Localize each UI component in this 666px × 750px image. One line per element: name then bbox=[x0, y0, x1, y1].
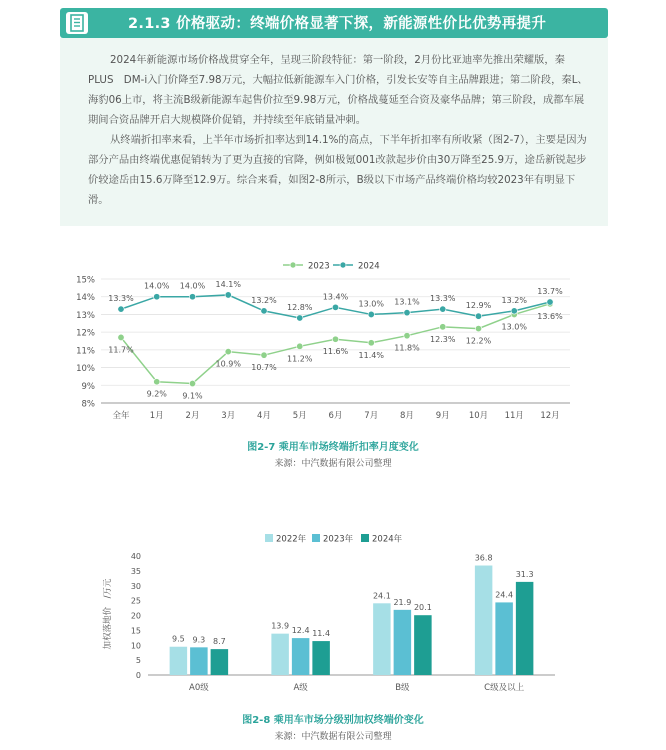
bar-value-label: 31.3 bbox=[515, 569, 534, 579]
paragraph-price-war: 2024年新能源市场价格战贯穿全年，呈现三阶段特征：第一阶段，2月份比亚迪率先推出荣耀版，秦PLUS DM-i入门价降至7.98万元，大幅拉低新能源车入门价格，引发长安等自主品牌跟进；第二阶段，秦L、海豹06上市，将主流B级新能源车起售价拉至9.98万元，价格战蔓延至合资及豪华品牌；第三阶段，成都车展期间合资品牌开启大规模降价促销，并持续至年底销量冲刺。 bbox=[88, 54, 588, 126]
legend-label: 2023 bbox=[308, 261, 330, 272]
data-label: 9.1% bbox=[182, 391, 203, 401]
x-tick-label: B级 bbox=[395, 683, 410, 693]
y-tick-label: 9% bbox=[81, 381, 95, 392]
x-tick-label: A级 bbox=[293, 683, 308, 693]
y-tick-label: 13% bbox=[76, 310, 95, 321]
x-tick-label: 11月 bbox=[504, 411, 524, 421]
data-label: 12.9% bbox=[465, 301, 492, 311]
data-label: 10.9% bbox=[215, 359, 241, 369]
x-tick-label: 9月 bbox=[435, 411, 450, 421]
y-tick-label: 15% bbox=[76, 275, 95, 286]
bar-value-label: 8.7 bbox=[213, 637, 226, 647]
y-tick-label: 0 bbox=[135, 671, 141, 680]
x-tick-label: 7月 bbox=[364, 411, 379, 421]
x-tick-label: C级及以上 bbox=[484, 683, 525, 693]
bar bbox=[516, 582, 534, 675]
data-label: 13.2% bbox=[501, 295, 527, 305]
x-tick-label: A0级 bbox=[189, 683, 209, 693]
y-tick-label: 25 bbox=[130, 596, 141, 606]
x-tick-label: 1月 bbox=[149, 411, 164, 421]
bar bbox=[211, 649, 229, 675]
y-tick-label: 15 bbox=[130, 626, 141, 636]
y-tick-label: 12% bbox=[76, 328, 95, 339]
y-tick-label: 14% bbox=[76, 293, 95, 304]
bar-value-label: 20.1 bbox=[413, 603, 432, 613]
x-tick-label: 全年 bbox=[112, 411, 130, 421]
x-tick-label: 8月 bbox=[400, 411, 414, 421]
figure-2-7-source: 来源：中汽数据有限公司整理 bbox=[274, 459, 392, 469]
figure-2-7-caption: 图2-7 乘用车市场终端折扣率月度变化 bbox=[247, 442, 419, 453]
bar-value-label: 21.9 bbox=[393, 597, 412, 607]
data-label: 13.3% bbox=[108, 294, 134, 304]
legend-swatch bbox=[361, 534, 369, 542]
figure-2-8-source: 来源：中汽数据有限公司整理 bbox=[274, 732, 392, 742]
bar bbox=[394, 610, 412, 675]
data-label: 14.0% bbox=[144, 281, 170, 291]
figure-2-8-caption: 图2-8 乘用车市场分级别加权终端价变化 bbox=[242, 715, 424, 726]
data-label: 13.7% bbox=[537, 287, 563, 297]
data-label: 9.2% bbox=[146, 389, 167, 399]
bar-value-label: 36.8 bbox=[474, 553, 493, 563]
legend-label: 2023年 bbox=[323, 534, 354, 545]
data-label: 13.4% bbox=[322, 292, 349, 302]
bar bbox=[170, 647, 188, 675]
legend-label: 2022年 bbox=[276, 534, 307, 545]
data-label: 13.2% bbox=[251, 295, 277, 305]
legend-label: 2024年 bbox=[372, 534, 403, 545]
bar bbox=[292, 638, 310, 675]
data-label: 14.0% bbox=[179, 281, 206, 291]
data-label: 13.1% bbox=[394, 297, 420, 307]
section-title: 2.1.3 价格驱动：终端价格显著下探，新能源性价比优势再提升 bbox=[128, 16, 547, 32]
y-tick-label: 40 bbox=[130, 552, 141, 561]
bar bbox=[495, 602, 513, 675]
y-tick-label: 10% bbox=[76, 364, 95, 375]
x-tick-label: 6月 bbox=[328, 411, 343, 421]
x-tick-label: 2月 bbox=[185, 411, 200, 421]
y-tick-label: 5 bbox=[135, 656, 141, 666]
data-label: 12.8% bbox=[287, 302, 313, 312]
y-tick-label: 20 bbox=[130, 611, 141, 621]
bar-value-label: 9.3 bbox=[192, 635, 206, 645]
paragraph-discount-rate: 从终端折扣率来看，上半年市场折扣率达到14.1%的高点，下半年折扣率有所收紧（图2-7），主要是因为部分产品由终端优惠促销转为了更为直接的官降，例如极氪001改款起步价由30万降至25.9万，途岳新锐起步价较途岳由15.6万降至12.9万。综合来看，如图2-8所示，B级以下市场产品终端价格均较2023年有明显下滑。 bbox=[88, 134, 587, 206]
y-tick-label: 10 bbox=[130, 641, 141, 651]
bar-value-label: 24.4 bbox=[495, 590, 514, 600]
y-axis-label: 加权落地价 /万元 bbox=[103, 578, 113, 650]
data-label: 13.0% bbox=[501, 322, 527, 332]
data-label: 13.6% bbox=[537, 311, 563, 321]
bar-value-label: 13.9 bbox=[271, 621, 290, 631]
legend-swatch bbox=[312, 534, 320, 542]
data-label: 12.3% bbox=[430, 334, 456, 344]
data-label: 11.6% bbox=[322, 347, 349, 357]
bar bbox=[312, 641, 330, 675]
x-tick-label: 5月 bbox=[292, 411, 307, 421]
bar-value-label: 9.5 bbox=[172, 634, 185, 644]
data-label: 14.1% bbox=[215, 279, 241, 289]
data-label: 11.2% bbox=[287, 354, 313, 364]
bar bbox=[475, 566, 493, 675]
y-tick-label: 8% bbox=[81, 399, 95, 410]
bar-value-label: 12.4 bbox=[291, 626, 310, 636]
x-tick-label: 4月 bbox=[257, 411, 271, 421]
bar-value-label: 24.1 bbox=[372, 591, 391, 601]
legend-swatch bbox=[265, 534, 273, 542]
legend-label: 2024 bbox=[358, 261, 380, 272]
bar bbox=[271, 634, 289, 675]
y-tick-label: 11% bbox=[76, 346, 95, 357]
bar bbox=[373, 603, 391, 675]
data-label: 13.3% bbox=[430, 294, 456, 304]
y-tick-label: 35 bbox=[130, 566, 141, 576]
x-tick-label: 3月 bbox=[221, 411, 236, 421]
x-tick-label: 12月 bbox=[540, 411, 560, 421]
data-label: 10.7% bbox=[251, 363, 277, 373]
data-label: 11.8% bbox=[394, 343, 420, 353]
bar bbox=[190, 647, 208, 675]
data-label: 12.2% bbox=[465, 336, 492, 346]
data-label: 11.7% bbox=[108, 345, 134, 355]
bar bbox=[414, 615, 432, 675]
y-tick-label: 30 bbox=[130, 581, 141, 591]
x-tick-label: 10月 bbox=[468, 411, 489, 421]
data-label: 13.0% bbox=[358, 299, 384, 309]
bar-value-label: 11.4 bbox=[312, 629, 331, 639]
data-label: 11.4% bbox=[358, 350, 384, 360]
